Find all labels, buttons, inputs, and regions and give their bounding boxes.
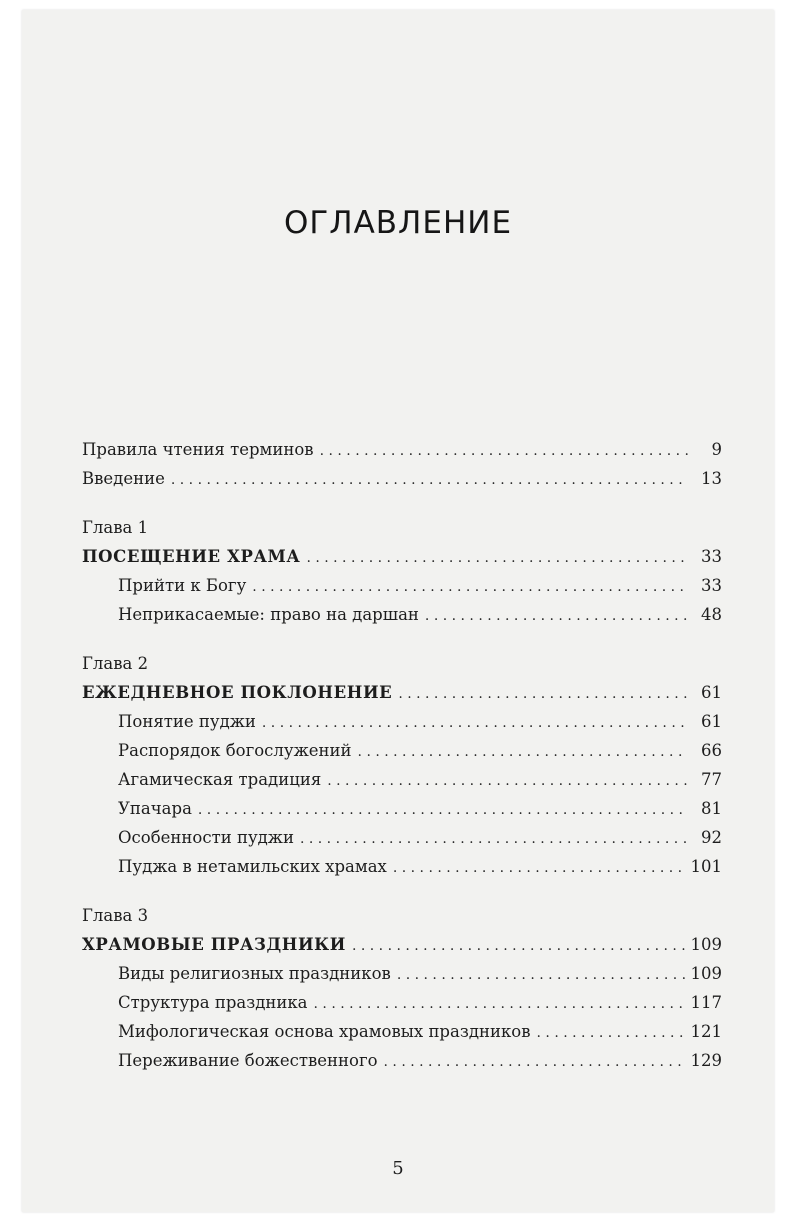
toc-section [82,959,722,988]
toc-entry-label: Упачара [118,799,192,818]
toc-entry-page: 77 [701,770,722,789]
chapter-label: Глава 3 [82,906,149,925]
toc-entry-page: 117 [690,993,722,1012]
toc-section [82,988,722,1017]
dot-leader [252,573,688,602]
dot-leader [198,796,688,825]
toc-entry-label: Правила чтения терминов [82,440,314,459]
toc-entry-label: ЕЖЕДНЕВНОЕ ПОКЛОНЕНИЕ [82,683,393,702]
toc-entry-label: Мифологическая основа храмовых праздников [118,1022,531,1041]
toc-entry-label: Введение [82,469,165,488]
dot-leader [384,1048,685,1077]
toc-entry-label: Переживание божественного [118,1051,378,1070]
dot-leader [537,1019,685,1048]
toc-section [82,852,722,881]
toc-entry-page: 66 [701,741,722,760]
table-of-contents [82,435,722,1075]
chapter-heading [82,678,722,707]
toc-entry-page: 9 [711,440,722,459]
toc-entry-page: 101 [690,857,722,876]
toc-entry-label: Неприкасаемые: право на даршан [118,605,419,624]
toc-entry-page: 33 [701,547,722,566]
toc-entry-page: 61 [701,712,722,731]
dot-leader [393,854,685,883]
toc-section [82,823,722,852]
toc-section [82,571,722,600]
chapter-heading [82,542,722,571]
toc-entry-page: 129 [690,1051,722,1070]
chapter-heading [82,930,722,959]
toc-entry-page: 109 [690,935,722,954]
toc-entry-page: 33 [701,576,722,595]
toc-entry-page: 121 [690,1022,722,1041]
toc-entry-label: Понятие пуджи [118,712,256,731]
toc-section [82,707,722,736]
dot-leader [327,767,688,796]
toc-entry-intro [82,464,722,493]
toc-entry-label: Распорядок богослужений [118,741,352,760]
toc-entry-label: ПОСЕЩЕНИЕ ХРАМА [82,547,301,566]
toc-entry-label: Пуджа в нетамильских храмах [118,857,387,876]
toc-entry-label: Особенности пуджи [118,828,294,847]
toc-section [82,600,722,629]
toc-section [82,794,722,823]
toc-section [82,1046,722,1075]
dot-leader [171,466,688,495]
toc-entry-label: Структура праздника [118,993,308,1012]
dot-leader [358,738,688,767]
dot-leader [262,709,688,738]
toc-entry-page: 48 [701,605,722,624]
page-number: 5 [392,1158,404,1179]
toc-entry-page: 92 [701,828,722,847]
dot-leader [320,437,688,466]
toc-section [82,765,722,794]
dot-leader [425,602,688,631]
dot-leader [300,825,688,854]
toc-entry-label: Виды религиозных праздников [118,964,391,983]
toc-entry-terms [82,435,722,464]
toc-entry-label: Агамическая традиция [118,770,322,789]
dot-leader [398,680,688,709]
chapter-label: Глава 1 [82,518,149,537]
toc-section [82,736,722,765]
page-title: ОГЛАВЛЕНИЕ [283,205,513,241]
toc-entry-page: 13 [701,469,722,488]
dot-leader [352,932,685,961]
book-page [22,10,774,1212]
toc-entry-label: ХРАМОВЫЕ ПРАЗДНИКИ [82,935,346,954]
chapter-label: Глава 2 [82,654,149,673]
dot-leader [314,990,685,1019]
dot-leader [397,961,685,990]
toc-entry-page: 81 [701,799,722,818]
toc-section [82,1017,722,1046]
dot-leader [306,544,688,573]
toc-entry-label: Прийти к Богу [118,576,247,595]
toc-entry-page: 61 [701,683,722,702]
toc-entry-page: 109 [690,964,722,983]
